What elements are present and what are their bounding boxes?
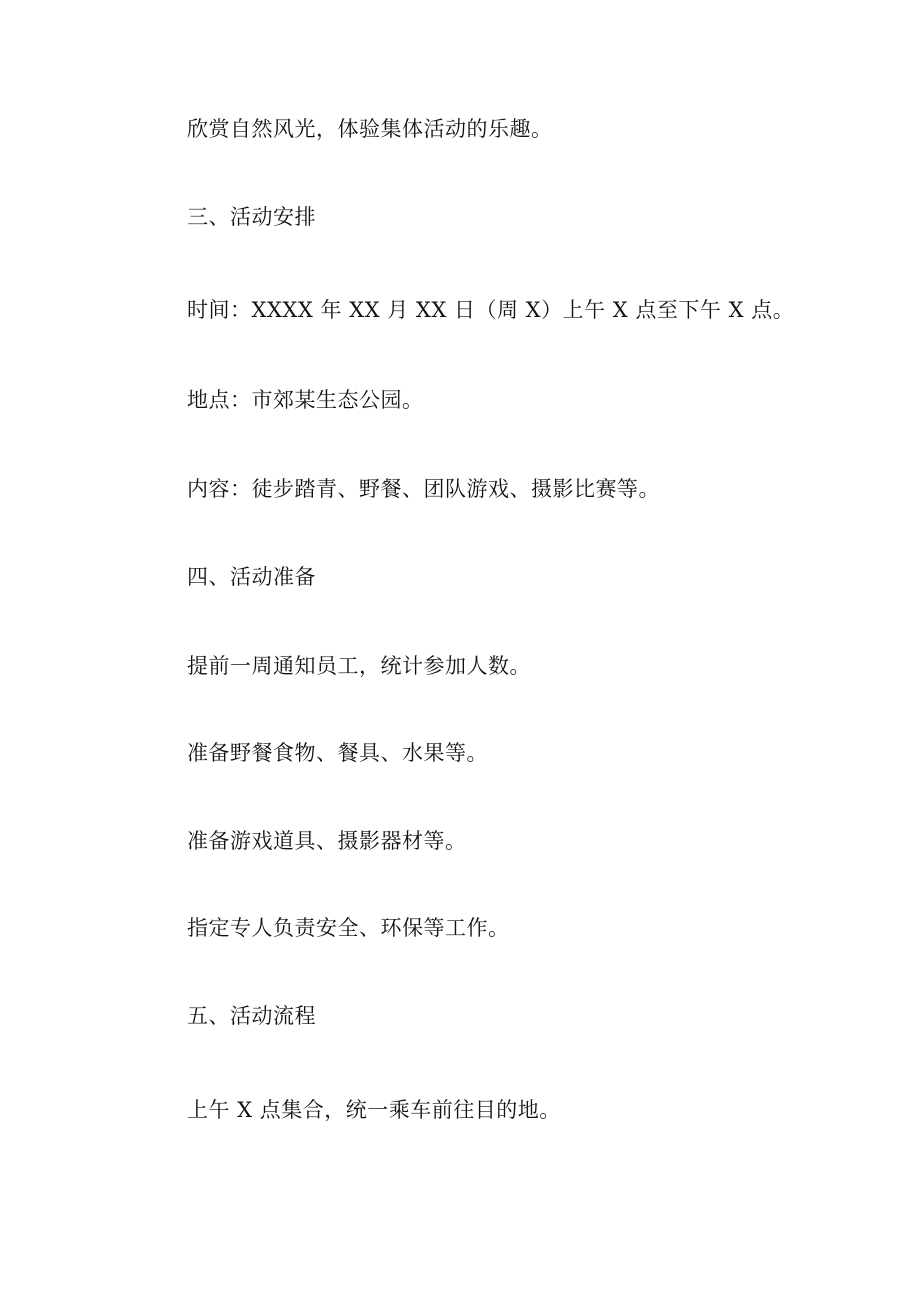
paragraph-prepare-food: 准备野餐食物、餐具、水果等。 [187,741,488,765]
paragraph-assign-safety: 指定专人负责安全、环保等工作。 [187,916,510,940]
paragraph-gathering: 上午 X 点集合，统一乘车前往目的地。 [187,1098,561,1122]
paragraph-content: 内容：徒步踏青、野餐、团队游戏、摄影比赛等。 [187,477,660,501]
paragraph-goal-continuation: 欣赏自然风光，体验集体活动的乐趣。 [187,117,553,141]
section-heading-activity-process: 五、活动流程 [187,1004,316,1028]
section-heading-activity-arrangement: 三、活动安排 [187,205,316,229]
paragraph-time: 时间：XXXX 年 XX 月 XX 日（周 X）上午 X 点至下午 X 点。 [187,298,795,322]
paragraph-prepare-props: 准备游戏道具、摄影器材等。 [187,829,467,853]
paragraph-notify-staff: 提前一周通知员工，统计参加人数。 [187,654,531,678]
paragraph-location: 地点：市郊某生态公园。 [187,388,424,412]
section-heading-activity-preparation: 四、活动准备 [187,565,316,589]
